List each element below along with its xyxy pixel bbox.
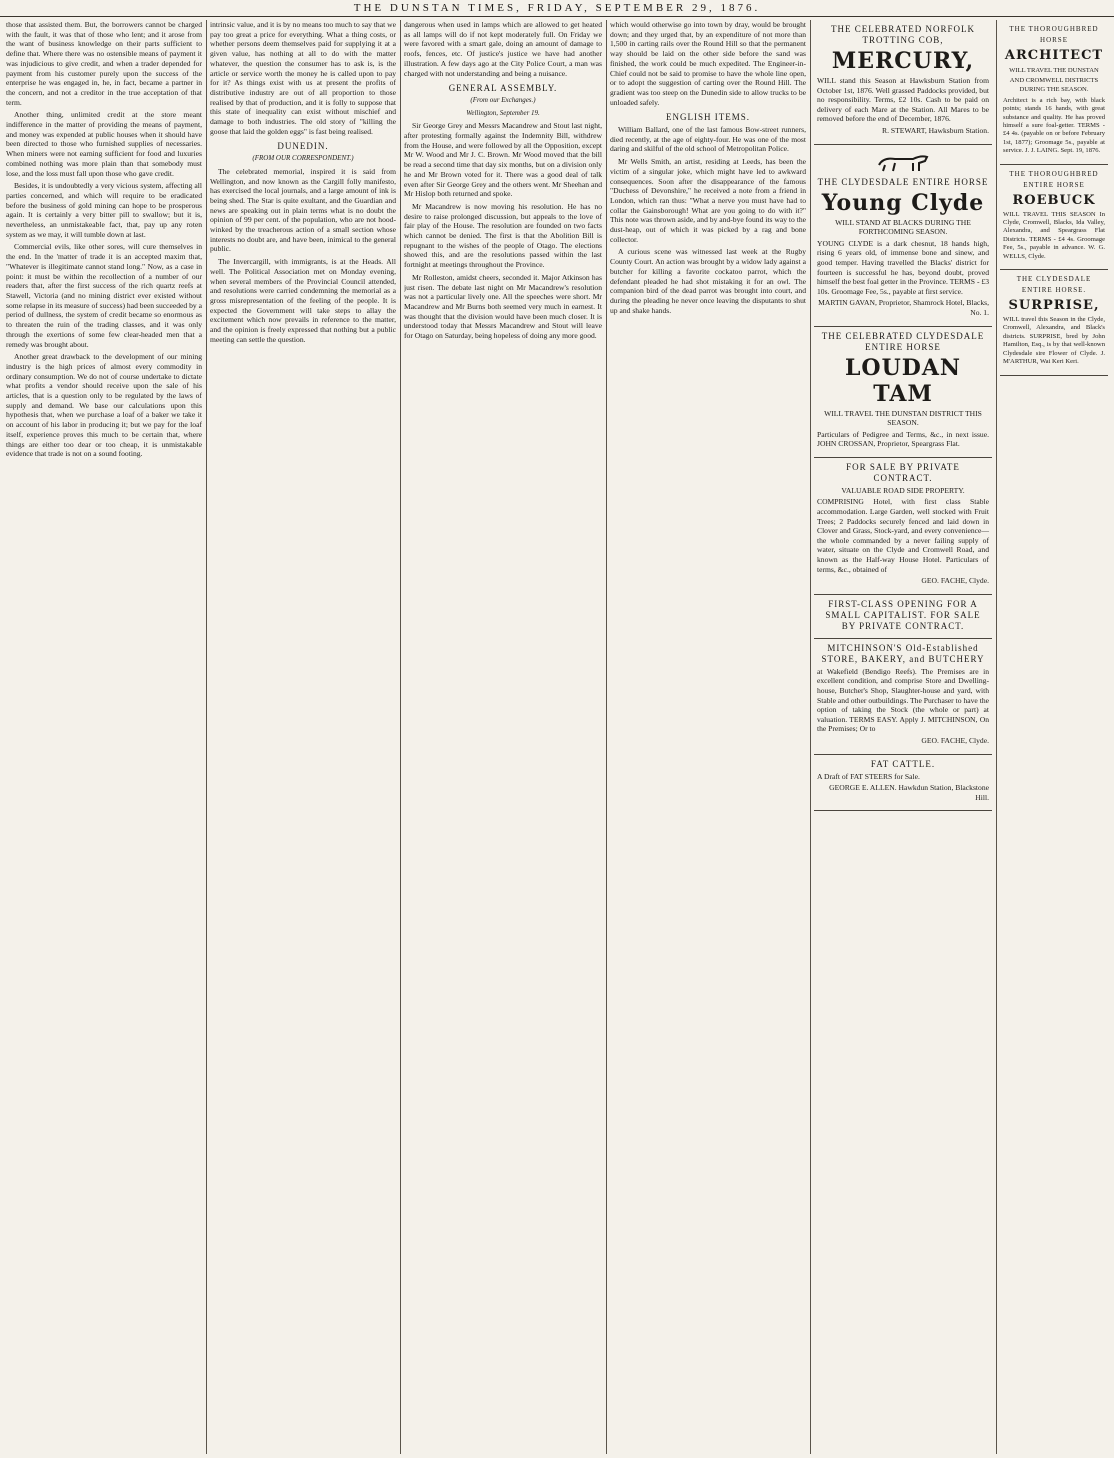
paragraph: William Ballard, one of the last famous Bow-street runners, died recently, at the age of eighty-four. He was one of the most daring and skilful of the old school of Metropolitan Police. xyxy=(610,125,806,154)
paragraph: Another great drawback to the development of our mining industry is the high prices of almost every commodity in ordinary consumption. We do not of course undertake to dictate what profits a vendor should receive upon the sale of his articles, that is a question only to be regulated by the laws of supply and demand. We base our calculations upon this hypothesis that, when we purchase a loaf of a baker we take it on account of his labor in producing it; but we pay for the loaf itself, experience proves this much to be certain that, where things are either too dear or too cheap, it is unmistakable evidence that trade is not on a sound footing. xyxy=(6,352,202,459)
section-heading-general-assembly: GENERAL ASSEMBLY. xyxy=(448,83,558,94)
ad-signature: GEO. FACHE, Clyde. xyxy=(921,576,989,586)
ad-road-side-property xyxy=(814,458,992,595)
ad-kicker: FOR SALE BY PRIVATE CONTRACT. xyxy=(846,461,960,483)
ad-horse-name: ARCHITECT xyxy=(1004,48,1104,63)
ad-kicker: MITCHINSON'S Old-Established STORE, BAKERY, and BUTCHERY xyxy=(821,642,985,664)
paragraph: Another thing, unlimited credit at the store meant indifference in the matter of providing the means of payment, and money was expended at public houses when it should have been directed to those who furnished supplies of necessaries. When miners were not earning sufficient for food and luxuries combined nothing was more plain than that somebody must lose, and the loss must fall upon those who gave credit. xyxy=(6,110,202,178)
ad-signature: GEORGE E. ALLEN. Hawkdun Station, Blackstone Hill. xyxy=(829,783,989,802)
ad-loudan-tam xyxy=(814,327,992,458)
column-5-advertisements xyxy=(814,20,992,1454)
ad-signature: R. STEWART, Hawksburn Station. xyxy=(882,125,989,135)
ad-body: WILL stand this Season at Hawksburn Station from October 1st, 1876. Well grassed Paddocks provided, but no responsibility. Terms, £2 10s. Cash to be paid on delivery of each Mare at the Station. All Mares to be removed before the end of December, 1876. xyxy=(817,76,989,124)
column-rule xyxy=(206,20,207,1454)
ad-horse-name: SURPRISE, xyxy=(1008,298,1100,314)
ad-kicker: THE CELEBRATED NORFOLK xyxy=(831,24,975,34)
ad-architect xyxy=(1000,20,1108,165)
ad-horse-name: Young Clyde xyxy=(821,189,985,216)
paragraph: intrinsic value, and it is by no means too much to say that we pay too great a price for everything. What a thing costs, or whether persons deem themselves paid for supplying it at a given value, has nothing at all to do with the matter whatever, the question the consumer has to ask is, is the article or service worth the money he is called upon to pay for it? As things exist with us at present the profits of distributive industry are out of all proportion to those realised by that of production, and it is folly to suppose that this state of inequality can exist without mischief and damage to both industries. The old story of "killing the goose that laid the golden eggs" is fast being realised. xyxy=(210,20,396,136)
ad-horse-name: LOUDAN TAM xyxy=(844,354,962,407)
ad-kicker: TROTTING COB, xyxy=(862,35,944,45)
paragraph: which would otherwise go into town by dray, would be brought down; and they urged that, by an expenditure of not more than 1,500 in carting rails over the Round Hill so that the permanent way should be laid on the other side before the sand was finished, the work could be much expedited. The Engineer-in-Chief could not be said to promise to have the whole line open, or to adopt the suggestion of carting over the Round Hill. The gradient was too steep on the Dunedin side to allow trucks to be unloaded safely. xyxy=(610,20,806,107)
ad-subtitle: VALUABLE ROAD SIDE PROPERTY. xyxy=(841,485,965,495)
ad-store-bakery xyxy=(814,639,992,755)
paragraph: Mr Wells Smith, an artist, residing at Leeds, has been the victim of a singular joke, which might have led to awkward consequences. Soon after the disappearance of the famous "Duchess of Devonshire," he received a note from a friend in London, which ran thus: "What a nerve you must have had to collar the Gainsborough! What are you going to do with it?" This note was thrown aside, and by and-bye found its way to the dust-heap, out of which it was picked by a rag and bone collector. xyxy=(610,157,806,244)
ad-roebuck xyxy=(1000,165,1108,270)
column-rule xyxy=(400,20,401,1454)
ad-body: at Wakefield (Bendigo Reefs). The Premises are in excellent condition, and comprise Store and Dwelling-house, Butcher's Shop, Slaughter-house and yard, with Stable and other outbuildings. The Purchaser to have the option of taking the Stock (the whole or part) at valuation. TERMS EASY. Apply J. MITCHINSON, On the Premises; Or to xyxy=(817,666,989,734)
paragraph: Besides, it is undoubtedly a very vicious system, affecting all parties concerned, and which will require to be eradicated before the business of gold mining can hope to be prosperous again. It is certainly a very bitter pill to swallow; but it is, nevertheless, an unmistakeable fact, that, pay up any roten system as we may, it will tumble down at last. xyxy=(6,181,202,239)
ad-young-clyde xyxy=(814,145,992,327)
ad-kicker: FAT CATTLE. xyxy=(870,758,936,769)
ad-horse-name: MERCURY, xyxy=(831,48,975,74)
column-6-advertisements xyxy=(1000,20,1108,1454)
dateline: Wellington, September 19. xyxy=(466,108,540,117)
ad-body: YOUNG CLYDE is a dark chesnut, 18 hands high, rising 6 years old, of immense bone and sinew, and good temper. Having travelled the Blacks' district for fourteen is successful he has, beyond doubt, proved himself the best foal getter in the Province. TERMS - £3 10s. Groomage Fee, 5s., payable at first service. xyxy=(817,238,989,296)
column-rule xyxy=(810,20,811,1454)
paragraph: The Invercargill, with immigrants, is at the Heads. All well. The Political Association met on Monday evening, when several members of the Provincial Council attended, and resolutions were carried condemning the memorial as a gross misrepresentation of the feeling of the people. It is expected the Government will take steps to allay the excitement which now prevails in reference to the matter, and the opinion is freely expressed that nothing but a public meeting can settle the question. xyxy=(210,257,396,344)
section-heading-dunedin: DUNEDIN. xyxy=(277,141,329,152)
ad-kicker: THE CLYDESDALE ENTIRE HORSE. xyxy=(1016,275,1092,295)
ad-body: WILL travel this Season in the Clyde, Cromwell, Alexandra, and Black's districts. SURPRISE, bred by John Hamilton, Esq., is by that well-known Clydesdale sire Flower of Clyde. J. M'ARTHUR, Wai Keri Keri. xyxy=(1003,316,1105,366)
ad-fat-cattle xyxy=(814,755,992,812)
ad-body: Particulars of Pedigree and Terms, &c., in next issue. JOHN CROSSAN, Proprietor, Speargrass Flat. xyxy=(817,429,989,449)
column-1-editorial xyxy=(6,20,202,1454)
column-4-news xyxy=(610,20,806,1454)
paragraph: Sir George Grey and Messrs Macandrew and Stout last night, after protesting formally against the Indemnity Bill, withdrew from the House, and were followed by all the Opposition, except Mr W. Wood and Mr J. C. Brown. Mr Wood moved that the bill be read a second time that day six months, but on a division only he and Mr Brown voted for it. There was a good deal of talk even after Sir George Grey and the others went. Mr Sheehan and Mr Hislop both returned and spoke. xyxy=(404,121,602,199)
column-3-assembly xyxy=(404,20,602,1454)
ad-surprise xyxy=(1000,270,1108,375)
ad-kicker: FIRST-CLASS OPENING FOR A SMALL CAPITALIST. FOR SALE BY PRIVATE CONTRACT. xyxy=(825,598,981,631)
masthead: THE DUNSTAN TIMES, FRIDAY, SEPTEMBER 29, 1876. xyxy=(0,0,1114,17)
ad-subtitle: WILL TRAVEL THE DUNSTAN AND CROMWELL DISTRICTS DURING THE SEASON. xyxy=(1009,67,1099,94)
ad-small-capitalist xyxy=(814,595,992,639)
paragraph: those that assisted them. But, the borrowers cannot be charged with the fault, it was that of those who lent; and it arose from the want of business knowledge on their parts sufficient to define that. Where there was no ostensible means of payment it was injudicious to give credit, and when a trader depended for payment from his customer purely upon the success of the enterprise he was engaged in, he, in fact, became a partner in the concern, and not a creditor in the true acceptation of that term. xyxy=(6,20,202,107)
paragraph: Commercial evils, like other sores, will cure themselves in the end. In the 'matter of trade it is an accepted maxim that, "Whatever is illegitimate cannot stand long." Now, as a case in point: it must be within the recollection of a number of our readers that, after the first success of the rich quartz reefs at Stawell, Victoria (and no mining district ever existed without some relapse in its measure of success) had been succeeded by a period of dullness, the system of credit became so enormous as to threaten the ruin of the trading classes, and it was only through the exertions of some few clear-headed men that a remedy was brought about. xyxy=(6,242,202,349)
column-rule xyxy=(606,20,607,1454)
ad-signature: GEO. FACHE, Clyde. xyxy=(921,735,989,745)
column-rule xyxy=(996,20,997,1454)
section-subheading: (From our Exchanges.) xyxy=(470,95,536,104)
ad-body: COMPRISING Hotel, with first class Stable accommodation. Large Garden, well stocked with Fruit Trees; 2 Paddocks securely fenced and laid down in Clover and Grass, Stock-yard, and every convenience—the whole commanded by a never failing supply of water, situate on the Clyde and Cromwell Road, and known as the Half-way House Hotel. Particulars of terms, &c., obtained of xyxy=(817,497,989,574)
section-heading-english-items: ENGLISH ITEMS. xyxy=(666,112,750,123)
paragraph: A curious scene was witnessed last week at the Rugby County Court. An action was brought by a widow lady against a butcher for killing a favorite cockatoo parrot, which the defendant pleaded he had shot mistaking it for an owl. The companion bird of the dead parrot was brought into court, and during the pleading he never once leaving the disputants to shut up and shake hands. xyxy=(610,247,806,315)
ad-subtitle: WILL TRAVEL THE DUNSTAN DISTRICT THIS SEASON. xyxy=(824,408,982,428)
ad-body: Architect is a rich bay, with black points; stands 16 hands, with great substance and quality. He has proved himself a sure foal-getter. TERMS - £4 4s. (payable on or before February 1st, 1877); Groomage 5s., payable at service. J. J. LAING. Sept. 19, 1876. xyxy=(1003,96,1105,155)
ad-kicker: THE THOROUGHBRED HORSE xyxy=(1009,25,1099,44)
horse-engraving-icon xyxy=(873,151,933,175)
ad-kicker: THE THOROUGHBRED ENTIRE HORSE xyxy=(1009,169,1099,189)
column-2-articles xyxy=(210,20,396,1454)
ad-body: A Draft of FAT STEERS for Sale. xyxy=(817,771,920,781)
section-subheading: (FROM OUR CORRESPONDENT.) xyxy=(252,154,354,163)
ad-kicker: THE CELEBRATED CLYDESDALE ENTIRE HORSE xyxy=(821,330,985,352)
paragraph: The celebrated memorial, inspired it is said from Wellington, and now known as the Cargill folly manifesto, has exercised the local journals, and a large amount of ink is being shed. The Star is quite exultant, and the Guardian and news are speaking out in plain terms what is no doubt the opinion of 99 per cent. of the population, who are not hood-winked by the treacherous action of a small section whose interests no doubt are, and have been, inimical to the general public. xyxy=(210,166,396,254)
ad-signature: MARTIN GAVAN, Proprietor, Shamrock Hotel, Blacks, No. 1. xyxy=(818,298,989,317)
ad-subtitle: WILL STAND AT BLACKS DURING THE FORTHCOMING SEASON. xyxy=(835,217,971,237)
ad-kicker: THE CLYDESDALE ENTIRE HORSE xyxy=(817,176,989,187)
ad-body: WILL TRAVEL THIS SEASON In Clyde, Cromwell, Blacks, Ida Valley, Alexandra, and Speargrass Flat Districts. TERMS - £4 4s. Groomage Fee, 5s., payable in advance. W. G. WELLS, Clyde. xyxy=(1003,210,1105,260)
ad-mercury xyxy=(814,20,992,145)
paragraph: Mr Macandrew is now moving his resolution. He has no desire to raise prolonged discussion, but appeals to the love of fair play of the House. The resolution are founded on two facts which cannot be denied. The first is that the Abolition Bill is repugnant to the wishes of the people of Otago. The elections showed this, and are the resolutions passed within the last fortnight at meetings throughout the Province. xyxy=(404,201,602,270)
ad-horse-name: ROEBUCK xyxy=(1012,192,1096,208)
paragraph: Mr Rolleston, amidst cheers, seconded it. Major Atkinson has just risen. The debate last night on Mr Macandrew's resolution was not a particular lively one. All the speeches were short. Mr Macandrew and Mr Burns both seemed very much in earnest. It was thought that the division would have been much closer. It is understood today that Messrs Macandrew and Stout will leave for Otago on Saturday, being hopeless of doing any more good. xyxy=(404,272,602,341)
paragraph: dangerous when used in lamps which are allowed to get heated as all lamps will do if not kept moderately full. On Friday we were favored with a smart gale, doing an amount of damage to roofs, fences, etc. Of justice's justice we have had another illustration. A few days ago at the City Police Court, a man was charged with not understanding and being a nuisance. xyxy=(404,20,602,78)
